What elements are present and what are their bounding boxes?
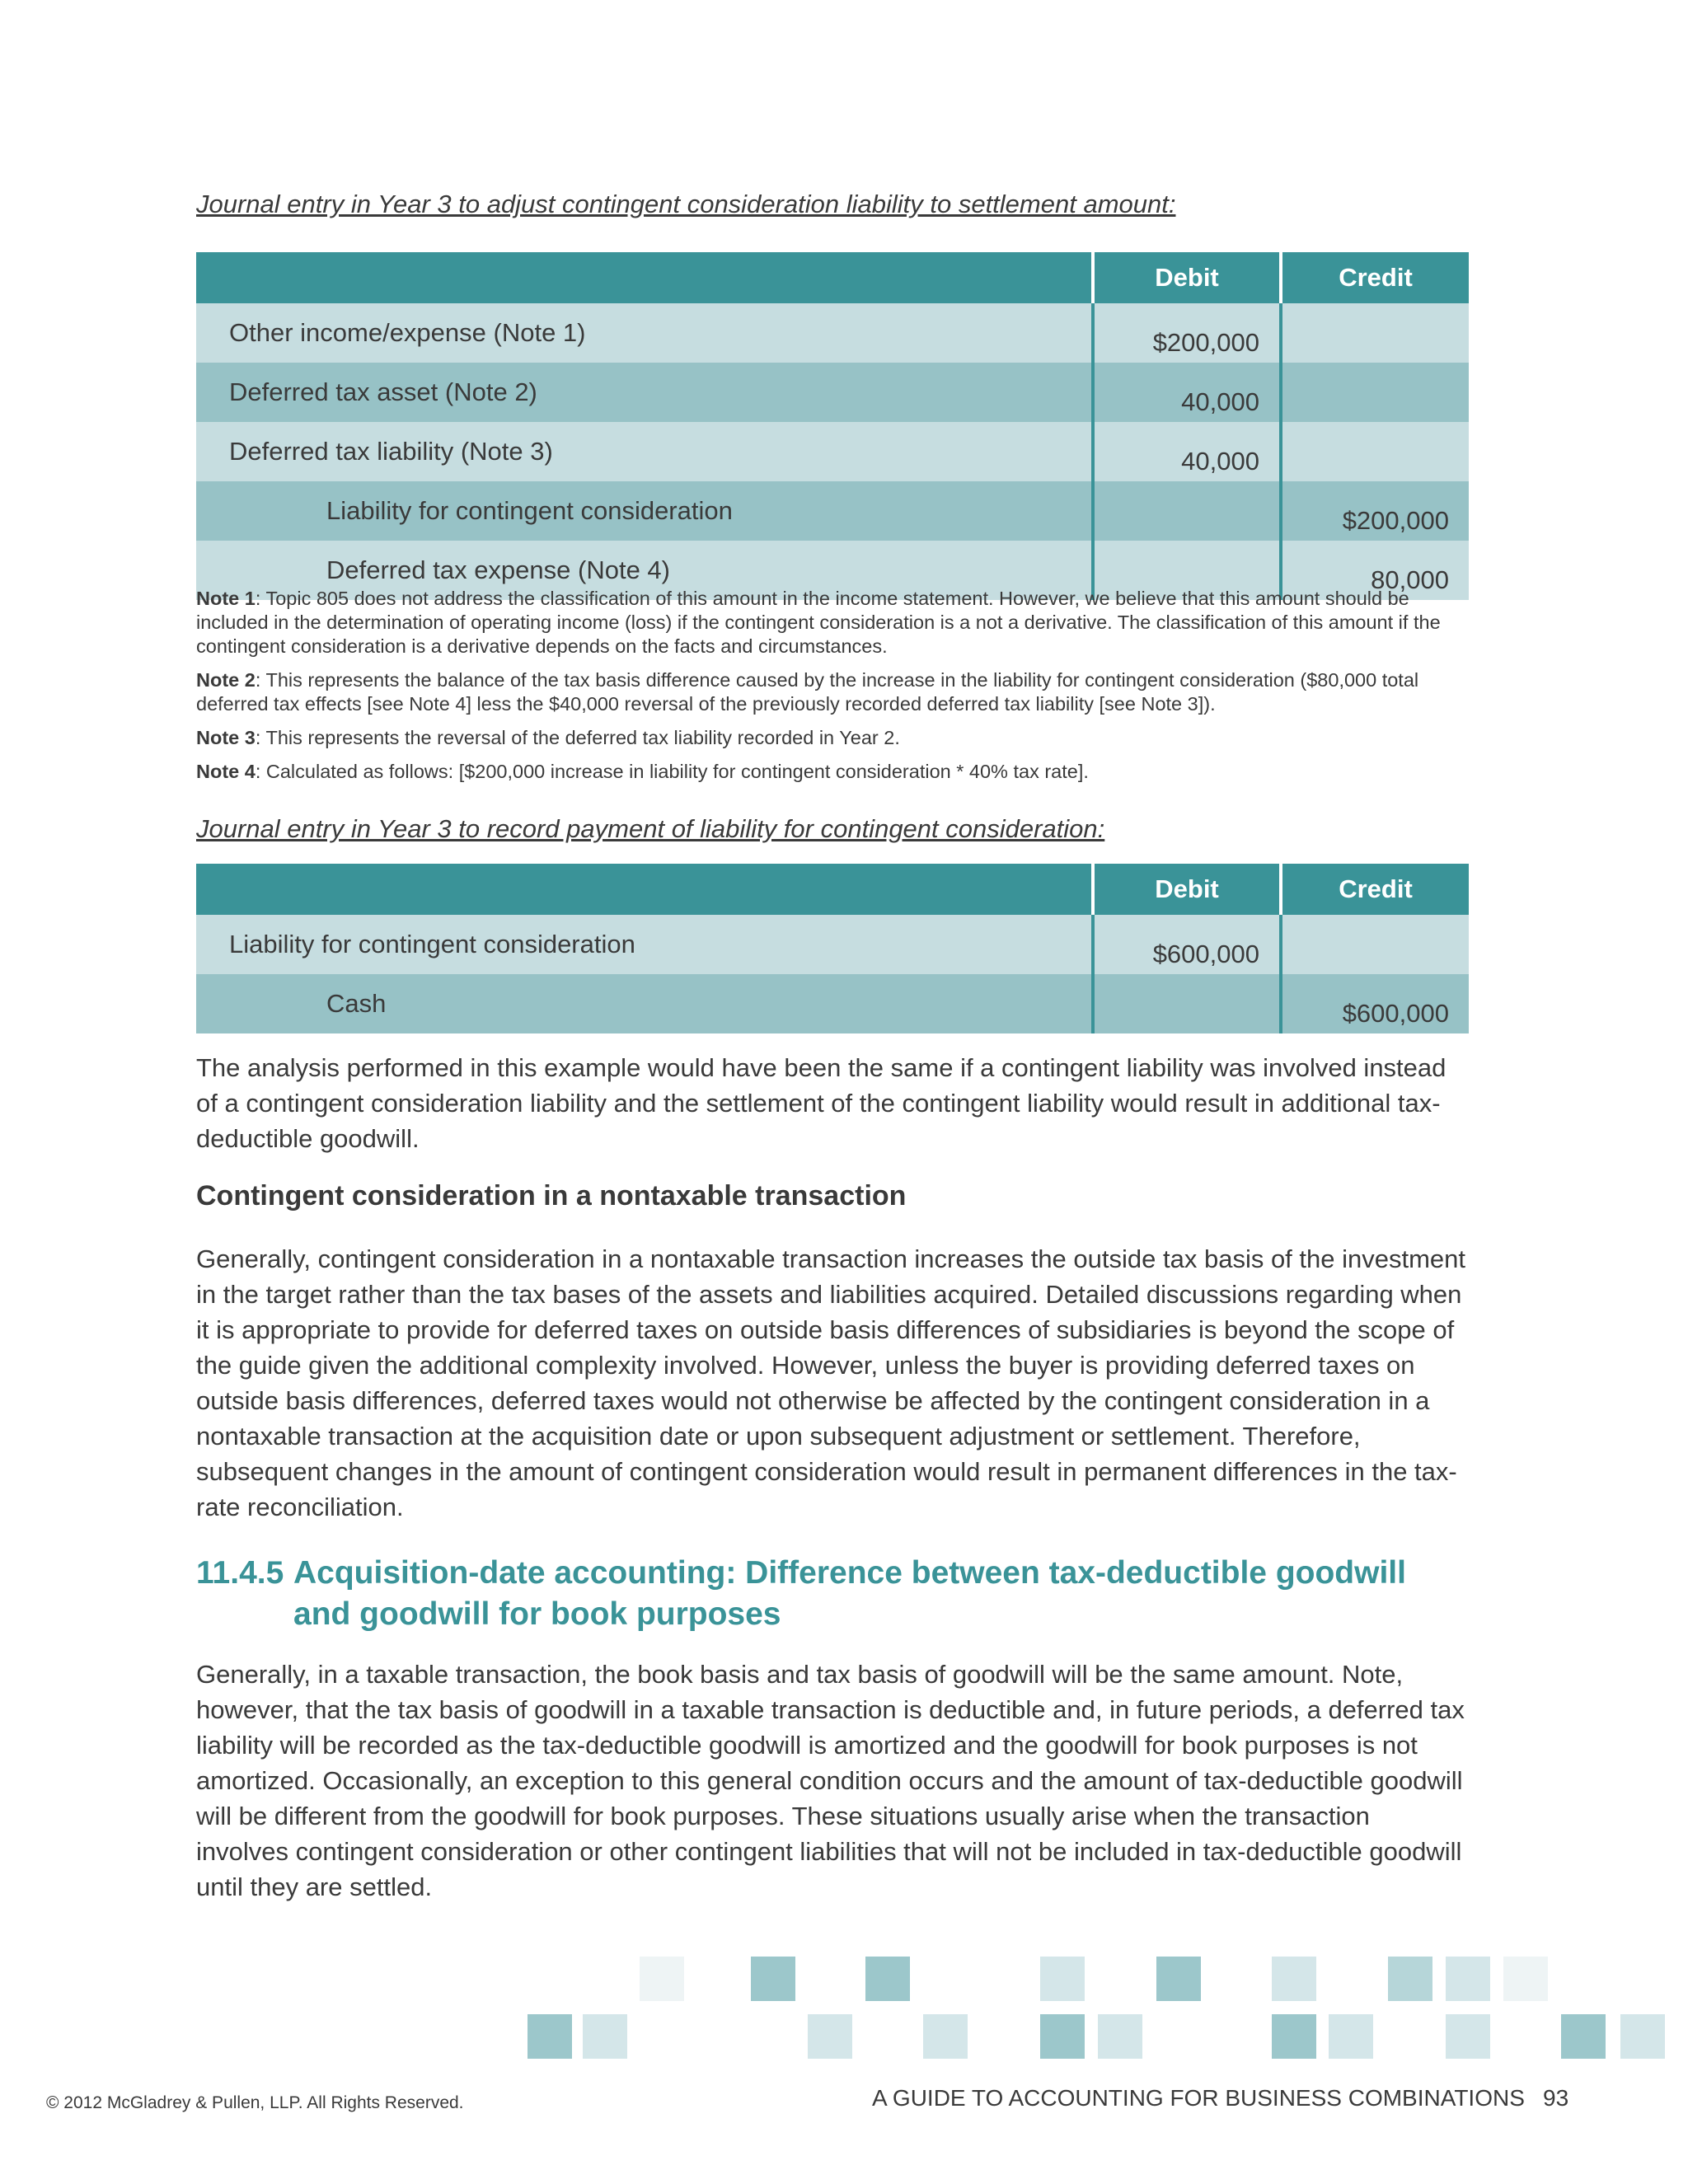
guide-title: A GUIDE TO ACCOUNTING FOR BUSINESS COMBINATIONS (872, 2085, 1525, 2111)
debit-cell: 40,000 (1093, 422, 1281, 481)
account-cell: Liability for contingent consideration (196, 481, 1093, 541)
table-header-row (196, 864, 1469, 915)
debit-cell: $200,000 (1093, 303, 1281, 363)
credit-cell (1281, 363, 1469, 422)
account-cell: Deferred tax expense (Note 4) (196, 541, 1093, 600)
credit-cell: 80,000 (1281, 541, 1469, 600)
account-header (196, 252, 1093, 303)
account-cell: Deferred tax asset (Note 2) (196, 363, 1093, 422)
table-row (196, 363, 1469, 422)
table-row (196, 422, 1469, 481)
journal-table-2 (196, 864, 1469, 1033)
table-row (196, 303, 1469, 363)
note-4: Note 4: Calculated as follows: [$200,000 increase in liability for contingent consideration * 40% tax rate]. (196, 761, 1089, 782)
debit-cell (1093, 481, 1281, 541)
analysis-paragraph: The analysis performed in this example would have been the same if a contingent liability was involved instead of a contingent consideration liability and the settlement of the contingent liability would result in additional tax-deductible goodwill. (196, 1053, 1447, 1153)
nontaxable-paragraph: Generally, contingent consideration in a nontaxable transaction increases the outside tax basis of the investment in the target rather than the tax bases of the assets and liabilities acquired. Detailed discussions regarding when it is appropriate to provide for deferred taxes on outside basis differences of subsidiaries is beyond the scope of the guide given the additional complexity involved. However, unless the buyer is providing deferred taxes on outside basis differences, deferred taxes would not otherwise be affected by the contingent consideration in a nontaxable transaction at the acquisition date or upon subsequent adjustment or settlement. Therefore, subsequent changes in the amount of contingent consideration would result in permanent differences in the tax-rate reconciliation. (196, 1244, 1466, 1521)
note-3: Note 3: This represents the reversal of the deferred tax liability recorded in Year 2. (196, 727, 900, 748)
debit-cell: 40,000 (1093, 363, 1281, 422)
credit-header: Credit (1281, 864, 1469, 915)
table-row (196, 974, 1469, 1033)
note-2: Note 2: This represents the balance of the tax basis difference caused by the increase in the liability for contingent consideration ($80,000 total deferred tax effects [see Note 4] less the $40,000 reversal of the previously recorded deferred tax liability [see Note 3]). (196, 669, 1419, 715)
goodwill-paragraph: Generally, in a taxable transaction, the book basis and tax basis of goodwill will be the same amount. Note, however, that the tax basis of goodwill in a taxable transaction is deductible and, in future periods, a deferred tax liability will be recorded as the tax-deductible goodwill is amortized and the goodwill for book purposes is not amortized. Occasionally, an exception to this general condition occurs and the amount of tax-deductible goodwill will be different from the goodwill for book purposes. These situations usually arise when the transaction involves contingent consideration or other contingent liabilities that will not be included in tax-deductible goodwill until they are settled. (196, 1660, 1465, 1901)
nontaxable-subheading: Contingent consideration in a nontaxable transaction (196, 1180, 907, 1212)
section-heading (196, 1553, 1469, 1635)
copyright-notice: © 2012 McGladrey & Pullen, LLP. All Rights Reserved. (46, 2093, 464, 2112)
credit-cell: $200,000 (1281, 481, 1469, 541)
table-row (196, 915, 1469, 974)
account-cell: Deferred tax liability (Note 3) (196, 422, 1093, 481)
debit-header: Debit (1093, 252, 1281, 303)
credit-cell: $600,000 (1281, 974, 1469, 1033)
account-header (196, 864, 1093, 915)
credit-header: Credit (1281, 252, 1469, 303)
credit-cell (1281, 422, 1469, 481)
journal-table-1 (196, 252, 1469, 600)
table-row (196, 481, 1469, 541)
page-number: 93 (1543, 2085, 1569, 2111)
debit-header: Debit (1093, 864, 1281, 915)
credit-cell (1281, 303, 1469, 363)
journal-entry-2-title: Journal entry in Year 3 to record payment of liability for contingent consideration: (196, 814, 1105, 843)
note-1: Note 1: Topic 805 does not address the classification of this amount in the income statement. However, we believe that this amount should be included in the determination of operating income (loss) if the contingent consideration is a not a derivative. The classification of this amount if the contingent consideration is a derivative depends on the facts and circumstances. (196, 588, 1441, 657)
credit-cell (1281, 915, 1469, 974)
section-number: 11.4.5 (196, 1555, 284, 1591)
account-cell: Cash (196, 974, 1093, 1033)
account-cell: Liability for contingent consideration (196, 915, 1093, 974)
section-title: Acquisition-date accounting: Difference between tax-deductible goodwill and goodwill for book purposes (293, 1555, 1406, 1632)
table-header-row (196, 252, 1469, 303)
debit-cell: $600,000 (1093, 915, 1281, 974)
account-cell: Other income/expense (Note 1) (196, 303, 1093, 363)
journal-entry-1-title: Journal entry in Year 3 to adjust contingent consideration liability to settlement amount: (196, 190, 1176, 218)
journal-entry-1-notes (196, 587, 1469, 794)
debit-cell (1093, 974, 1281, 1033)
